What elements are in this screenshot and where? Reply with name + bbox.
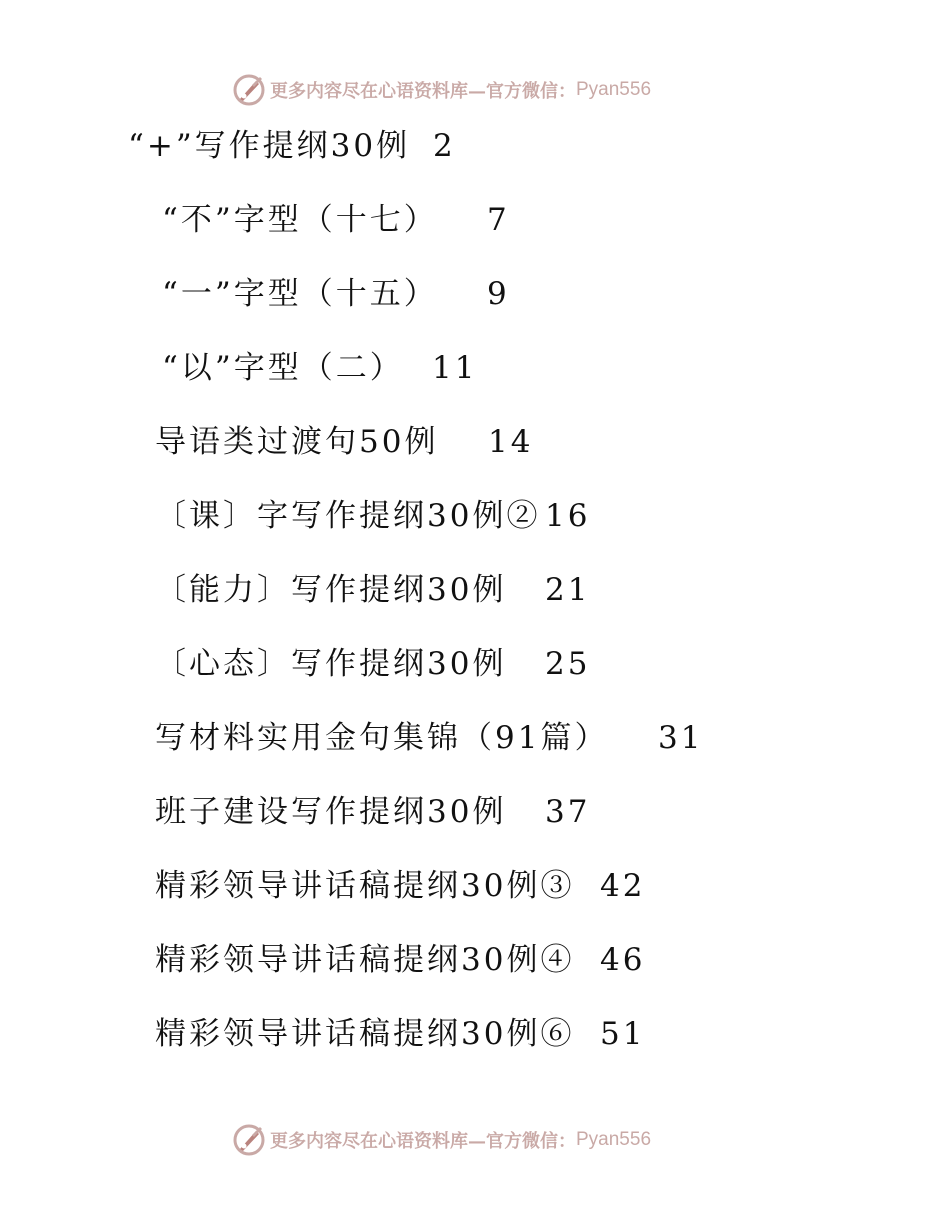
banner-wechat-id: Pyan556 xyxy=(576,79,652,100)
toc-item-page: 7 xyxy=(487,202,510,238)
toc-item-page: 51 xyxy=(600,1016,646,1052)
toc-item-page: 37 xyxy=(545,794,591,830)
toc-item-title: 精彩领导讲话稿提纲30例③ xyxy=(155,868,575,904)
toc-item[interactable] xyxy=(155,420,534,464)
toc-item-title: “以”字型（二） xyxy=(162,350,404,386)
toc-item[interactable] xyxy=(155,494,591,538)
banner-text: 更多内容尽在心语资料库—官方微信： xyxy=(270,81,576,102)
toc-item-title: 精彩领导讲话稿提纲30例④ xyxy=(155,942,575,978)
toc-item-title: 〔能力〕写作提纲30例 xyxy=(155,572,507,608)
toc-item-title: 写材料实用金句集锦（91篇） xyxy=(155,720,609,756)
toc-item-page: 11 xyxy=(432,350,478,386)
toc-item-page: 42 xyxy=(600,868,646,904)
toc-item-page: 46 xyxy=(600,942,646,978)
toc-item-page: 2 xyxy=(433,128,456,164)
toc-item[interactable] xyxy=(155,938,646,982)
toc-item[interactable] xyxy=(162,198,510,242)
banner-wechat-id: Pyan556 xyxy=(576,1129,652,1150)
quill-pen-logo-icon xyxy=(232,1123,266,1157)
toc-item-page: 31 xyxy=(658,720,704,756)
toc-item-title: “一”字型（十五） xyxy=(162,276,438,312)
toc-item-title: “不”字型（十七） xyxy=(162,202,438,238)
toc-item-title: 班子建设写作提纲30例 xyxy=(155,794,507,830)
banner-text: 更多内容尽在心语资料库—官方微信： xyxy=(270,1131,576,1152)
toc-item[interactable] xyxy=(155,716,704,760)
toc-item[interactable] xyxy=(155,568,591,612)
toc-item-page: 9 xyxy=(487,276,510,312)
toc-item[interactable] xyxy=(155,864,646,908)
toc-item-page: 21 xyxy=(545,572,591,608)
toc-item-page: 16 xyxy=(545,498,591,534)
toc-item[interactable] xyxy=(162,346,478,390)
toc-item-title: “+”写作提纲30例 xyxy=(128,128,411,164)
toc-item-page: 14 xyxy=(488,424,534,460)
toc-item[interactable] xyxy=(162,272,510,316)
toc-item-page: 25 xyxy=(545,646,591,682)
toc-item-title: 〔课〕字写作提纲30例② xyxy=(155,498,541,534)
toc-item-title: 精彩领导讲话稿提纲30例⑥ xyxy=(155,1016,575,1052)
toc-item[interactable] xyxy=(155,790,591,834)
footer-banner xyxy=(232,1120,651,1160)
toc-item[interactable] xyxy=(155,1012,646,1056)
toc-item[interactable] xyxy=(128,124,456,168)
toc-item-title: 〔心态〕写作提纲30例 xyxy=(155,646,507,682)
toc-item[interactable] xyxy=(155,642,591,686)
toc-item-title: 导语类过渡句50例 xyxy=(155,424,439,460)
